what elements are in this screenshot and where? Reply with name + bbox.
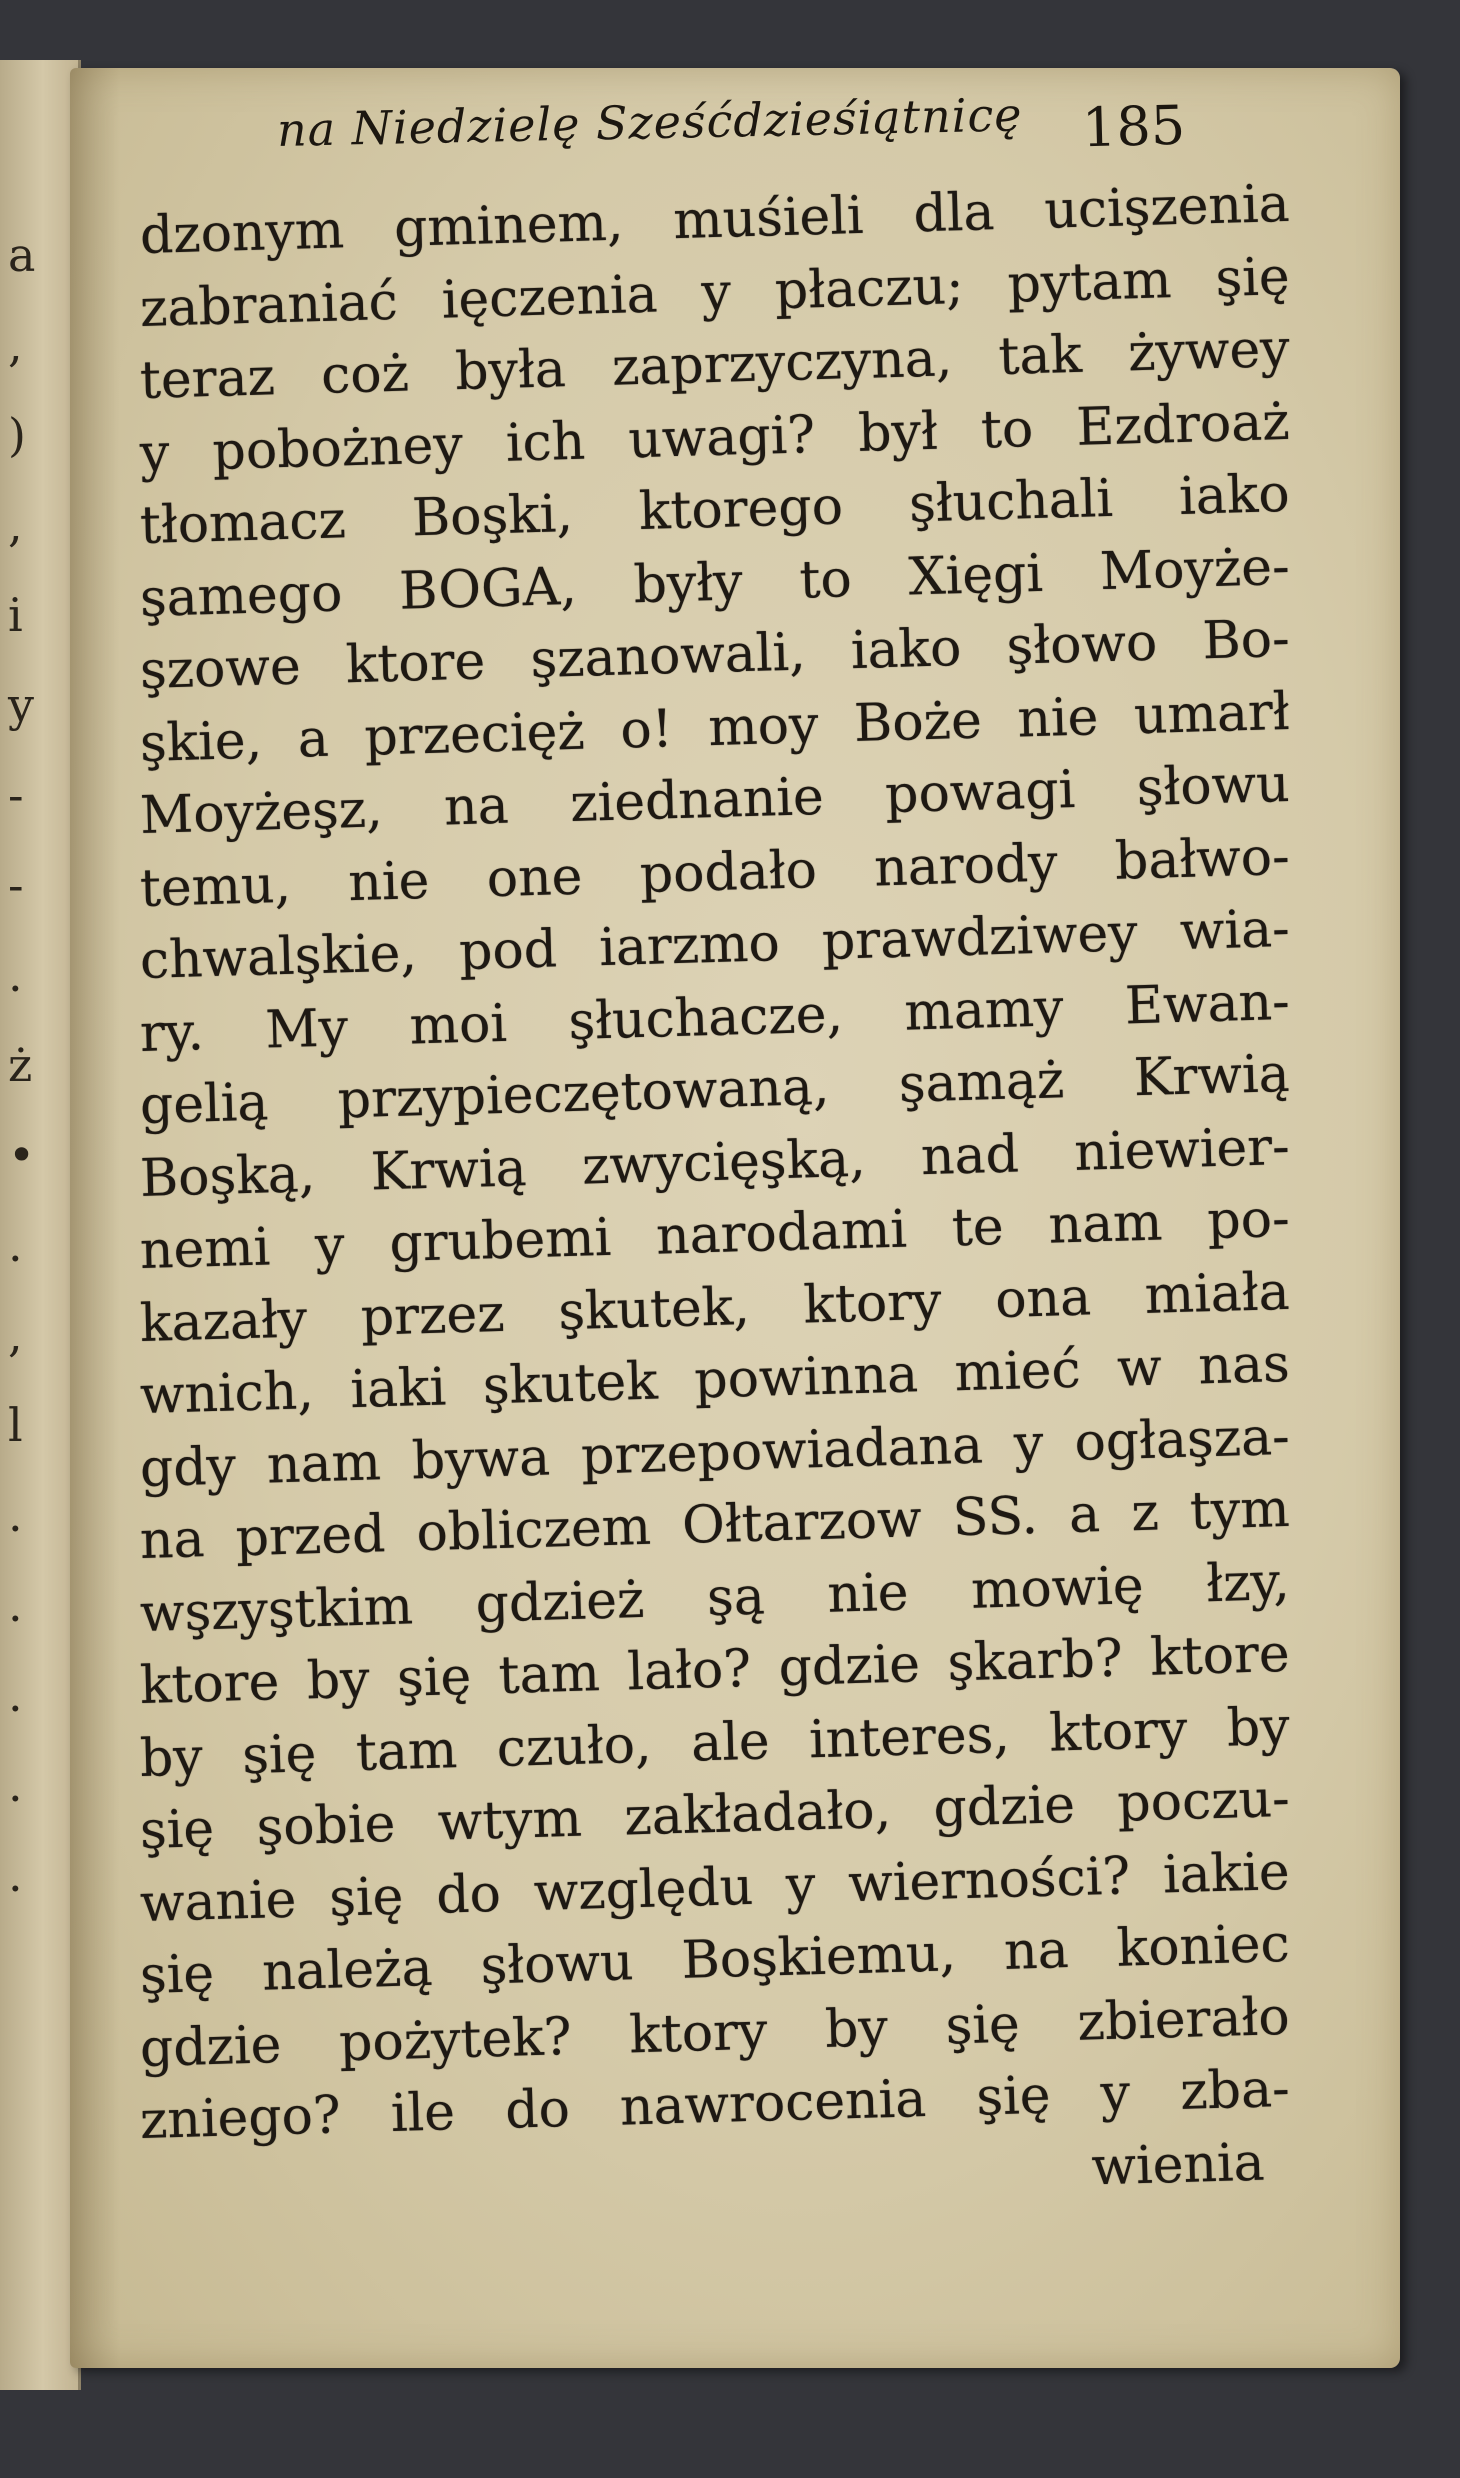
text-line: ry. My moi şłuchacze, mamy Ewan- xyxy=(139,971,1291,1064)
page-number: 185 xyxy=(1081,93,1186,160)
text-line: nemi y grubemi narodami te nam po- xyxy=(139,1188,1291,1281)
text-line: gdy nam bywa przepowiadana y ogłaşza- xyxy=(139,1406,1291,1499)
text-line: na przed obliczem Ołtarzow SS. a z tym xyxy=(139,1478,1291,1571)
text-line: dzonym gminem, muśieli dla ucişzenia xyxy=(139,173,1291,266)
running-title: na Niedzielę Sześćdzieśiątnicę xyxy=(276,87,1023,157)
text-line: Boşką, Krwią zwycięşką, nad niewier- xyxy=(139,1116,1291,1209)
text-line: şzowe ktore şzanowali, iako şłowo Bo- xyxy=(139,608,1291,701)
text-line: şkie, a przecięż o! moy Boże nie umarł xyxy=(139,681,1291,774)
text-line: by şię tam czuło, ale interes, ktory by xyxy=(139,1696,1291,1789)
text-line: wşzyştkim gdzież şą nie mowię łzy, xyxy=(139,1551,1291,1644)
previous-page-fragments: a , ) , i y - - . ż • . , l . . . . . xyxy=(8,228,36,1902)
text-line: kazały przez şkutek, ktory ona miała xyxy=(139,1261,1291,1354)
text-line: Moyżeşz, na ziednanie powagi şłowu xyxy=(139,753,1291,846)
text-line: şię należą şłowu Boşkiemu, na koniec xyxy=(139,1913,1291,2006)
text-line: wanie şię do względu y wierności? iakie xyxy=(139,1841,1291,1934)
previous-page-edge xyxy=(0,60,81,2390)
text-line: wnich, iaki şkutek powinna mieć w nas xyxy=(139,1333,1291,1426)
text-line: şamego BOGA, były to Xięgi Moyże- xyxy=(139,536,1291,629)
text-line: gdzie pożytek? ktory by şię zbierało xyxy=(139,1986,1291,2079)
text-line: gelią przypieczętowaną, şamąż Krwią xyxy=(139,1043,1291,1136)
page-header xyxy=(205,87,1245,175)
sermon-text xyxy=(139,173,1291,2230)
text-line: y pobożney ich uwagi? był to Ezdroaż xyxy=(139,391,1291,484)
text-line: şię şobie wtym zakładało, gdzie poczu- xyxy=(139,1768,1291,1861)
text-line: zniego? ile do nawrocenia şię y zba- xyxy=(139,2058,1291,2151)
text-line: zabraniać ięczenia y płaczu; pytam şię xyxy=(139,246,1291,339)
text-line: tłomacz Boşki, ktorego şłuchali iako xyxy=(139,463,1291,556)
text-line: ktore by şię tam lało? gdzie şkarb? ktore xyxy=(139,1623,1291,1716)
text-line: teraz coż była zaprzyczyna, tak żywey xyxy=(139,318,1291,411)
text-line: temu, nie one podało narody bałwo- xyxy=(139,826,1291,919)
text-line: chwalşkie, pod iarzmo prawdziwey wia- xyxy=(139,898,1291,991)
catchword: wienia xyxy=(1090,2132,1266,2197)
